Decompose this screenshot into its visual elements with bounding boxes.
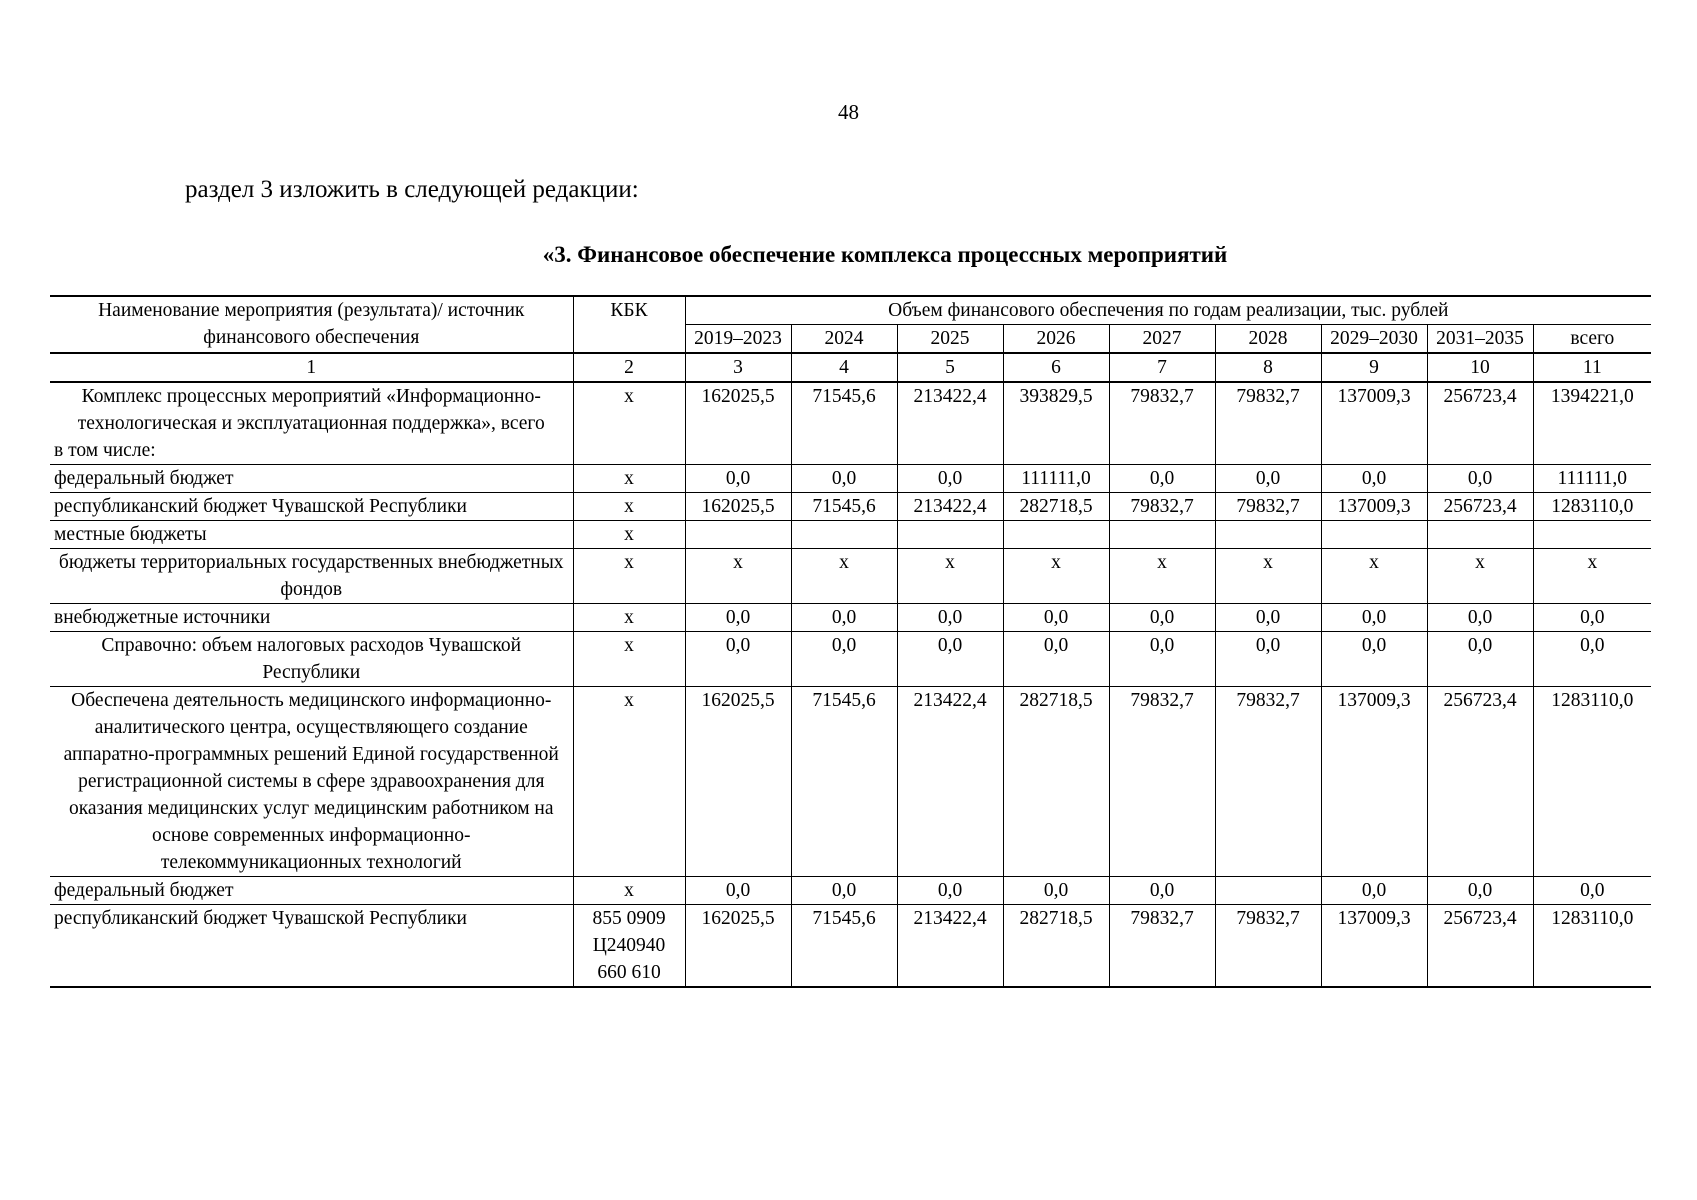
year-value-cell: 0,0 (685, 877, 791, 905)
table-row (50, 604, 1651, 632)
year-value-cell: 0,0 (1003, 632, 1109, 687)
year-value-cell: 282718,5 (1003, 493, 1109, 521)
year-value-cell: 0,0 (685, 465, 791, 493)
year-value-cell: 162025,5 (685, 382, 791, 465)
year-value-cell: 0,0 (897, 877, 1003, 905)
header-year: 2019–2023 (685, 325, 791, 354)
year-value-cell: 0,0 (1427, 465, 1533, 493)
year-value-cell: 79832,7 (1215, 905, 1321, 988)
column-number: 5 (897, 353, 1003, 382)
column-number: 3 (685, 353, 791, 382)
year-value-cell (1003, 521, 1109, 549)
page-number: 48 (838, 100, 859, 124)
total-value-cell: 1283110,0 (1533, 493, 1651, 521)
table-row (50, 465, 1651, 493)
row-name-cell (50, 604, 573, 632)
year-value-cell: 111111,0 (1003, 465, 1109, 493)
year-value-cell (1109, 521, 1215, 549)
table-row (50, 687, 1651, 877)
year-value-cell: 79832,7 (1109, 493, 1215, 521)
header-year: 2026 (1003, 325, 1109, 354)
kbk-cell (573, 382, 685, 465)
kbk-value: x (624, 552, 634, 573)
row-name-cell (50, 632, 573, 687)
kbk-value: x (624, 690, 634, 711)
year-value-cell: 0,0 (685, 632, 791, 687)
row-name-cell (50, 382, 573, 465)
header-year: 2031–2035 (1427, 325, 1533, 354)
year-value-cell: 0,0 (791, 632, 897, 687)
year-value-cell: 162025,5 (685, 493, 791, 521)
header-year: 2025 (897, 325, 1003, 354)
table-row (50, 382, 1651, 465)
year-value-cell: 162025,5 (685, 905, 791, 988)
column-number: 11 (1533, 353, 1651, 382)
year-value-cell (685, 521, 791, 549)
row-name: Обеспечена деятельность медицинского информационно-аналитического центра, осуществляющего создание аппаратно-программных решений Единой государственной регистрационной системы в сфере здравоохранения для оказания медицинских услуг медицинским работником на основе современных информационно-телекоммуникационных технологий (63, 690, 559, 873)
year-value-cell: 137009,3 (1321, 687, 1427, 877)
year-value-cell (791, 521, 897, 549)
kbk-value: 660 610 (597, 962, 661, 983)
row-name-extra: в том числе: (54, 440, 156, 461)
header-year: 2028 (1215, 325, 1321, 354)
year-value-cell: 0,0 (685, 604, 791, 632)
year-value-cell: x (791, 549, 897, 604)
year-value-cell: 0,0 (1109, 465, 1215, 493)
year-value-cell: 0,0 (1427, 632, 1533, 687)
kbk-value: x (624, 496, 634, 517)
column-number: 9 (1321, 353, 1427, 382)
column-number: 7 (1109, 353, 1215, 382)
header-volume-group: Объем финансового обеспечения по годам реализации, тыс. рублей (685, 296, 1651, 325)
year-value-cell: 0,0 (1003, 877, 1109, 905)
kbk-value: Ц240940 (592, 935, 666, 956)
year-value-cell: x (685, 549, 791, 604)
year-value-cell: 71545,6 (791, 687, 897, 877)
table-row (50, 877, 1651, 905)
row-name: федеральный бюджет (54, 880, 234, 901)
header-year: 2027 (1109, 325, 1215, 354)
year-value-cell: 137009,3 (1321, 493, 1427, 521)
year-value-cell: x (1427, 549, 1533, 604)
table-row (50, 549, 1651, 604)
table-row (50, 521, 1651, 549)
total-value-cell: x (1533, 549, 1651, 604)
year-value-cell: 79832,7 (1215, 687, 1321, 877)
year-value-cell: 282718,5 (1003, 687, 1109, 877)
year-value-cell: 213422,4 (897, 382, 1003, 465)
total-value-cell (1533, 521, 1651, 549)
year-value-cell: 0,0 (897, 632, 1003, 687)
kbk-cell (573, 687, 685, 877)
header-kbk-column: КБК (573, 296, 685, 353)
intro-text: раздел 3 изложить в следующей редакции: (185, 176, 639, 203)
year-value-cell: 0,0 (1321, 877, 1427, 905)
year-value-cell: 213422,4 (897, 905, 1003, 988)
year-value-cell: 0,0 (1109, 604, 1215, 632)
kbk-value: 855 0909 (592, 908, 666, 929)
row-name: бюджеты территориальных государственных внебюджетных фондов (58, 552, 564, 600)
total-value-cell: 111111,0 (1533, 465, 1651, 493)
year-value-cell (1427, 521, 1533, 549)
year-value-cell: 0,0 (1427, 877, 1533, 905)
column-number: 10 (1427, 353, 1533, 382)
year-value-cell: x (1321, 549, 1427, 604)
table-row (50, 632, 1651, 687)
year-value-cell: 0,0 (1215, 632, 1321, 687)
year-value-cell: 71545,6 (791, 905, 897, 988)
row-name: внебюджетные источники (54, 607, 271, 628)
header-name-column: Наименование мероприятия (результата)/ источник финансового обеспечения (50, 296, 573, 353)
total-value-cell: 1283110,0 (1533, 687, 1651, 877)
year-value-cell: 79832,7 (1215, 493, 1321, 521)
kbk-cell (573, 604, 685, 632)
year-value-cell (1215, 521, 1321, 549)
kbk-value: x (624, 635, 634, 656)
kbk-cell (573, 632, 685, 687)
year-value-cell: x (1215, 549, 1321, 604)
header-total: всего (1533, 325, 1651, 354)
column-number: 6 (1003, 353, 1109, 382)
year-value-cell: 0,0 (1215, 465, 1321, 493)
kbk-cell (573, 905, 685, 988)
table-body (50, 382, 1651, 987)
year-value-cell: 71545,6 (791, 493, 897, 521)
year-value-cell: 0,0 (1109, 877, 1215, 905)
total-value-cell: 1283110,0 (1533, 905, 1651, 988)
year-value-cell: 282718,5 (1003, 905, 1109, 988)
year-value-cell: 0,0 (791, 877, 897, 905)
year-value-cell (1215, 877, 1321, 905)
row-name-cell (50, 877, 573, 905)
year-value-cell: 0,0 (1003, 604, 1109, 632)
row-name: Комплекс процессных мероприятий «Информационно-технологическая и эксплуатационная поддержка», всего (77, 386, 545, 434)
year-value-cell: 256723,4 (1427, 905, 1533, 988)
kbk-value: x (624, 468, 634, 489)
year-value-cell: 213422,4 (897, 687, 1003, 877)
year-value-cell: 79832,7 (1109, 382, 1215, 465)
year-value-cell: 162025,5 (685, 687, 791, 877)
column-number: 1 (50, 353, 573, 382)
kbk-cell (573, 465, 685, 493)
year-value-cell: 0,0 (897, 604, 1003, 632)
year-value-cell: 71545,6 (791, 382, 897, 465)
year-value-cell: 0,0 (1321, 632, 1427, 687)
kbk-value: x (624, 524, 634, 545)
kbk-cell (573, 521, 685, 549)
kbk-value: x (624, 607, 634, 628)
section-title: «3. Финансовое обеспечение комплекса процессных мероприятий (542, 242, 1228, 267)
year-value-cell: 137009,3 (1321, 382, 1427, 465)
year-value-cell: 256723,4 (1427, 687, 1533, 877)
table-row (50, 493, 1651, 521)
year-value-cell: x (1003, 549, 1109, 604)
year-value-cell: 79832,7 (1109, 687, 1215, 877)
row-name-cell (50, 493, 573, 521)
header-year: 2029–2030 (1321, 325, 1427, 354)
financing-table (50, 295, 1651, 988)
row-name: республиканский бюджет Чувашской Республики (54, 496, 467, 517)
row-name-cell (50, 905, 573, 988)
year-value-cell: 213422,4 (897, 493, 1003, 521)
year-value-cell: 256723,4 (1427, 493, 1533, 521)
column-number: 8 (1215, 353, 1321, 382)
row-name: местные бюджеты (54, 524, 207, 545)
table-header (50, 296, 1651, 382)
row-name-cell (50, 465, 573, 493)
row-name-cell (50, 521, 573, 549)
column-number: 2 (573, 353, 685, 382)
year-value-cell: 0,0 (1427, 604, 1533, 632)
year-value-cell (897, 521, 1003, 549)
year-value-cell: 0,0 (791, 604, 897, 632)
year-value-cell: 0,0 (1321, 465, 1427, 493)
total-value-cell: 0,0 (1533, 632, 1651, 687)
year-value-cell: 0,0 (791, 465, 897, 493)
year-value-cell: 0,0 (1321, 604, 1427, 632)
kbk-cell (573, 549, 685, 604)
year-value-cell: 79832,7 (1215, 382, 1321, 465)
year-value-cell (1321, 521, 1427, 549)
kbk-value: x (624, 880, 634, 901)
row-name: федеральный бюджет (54, 468, 234, 489)
row-name: республиканский бюджет Чувашской Республики (54, 908, 467, 929)
kbk-value: x (624, 386, 634, 407)
year-value-cell: x (897, 549, 1003, 604)
year-value-cell: 137009,3 (1321, 905, 1427, 988)
year-value-cell: 0,0 (1215, 604, 1321, 632)
table-row (50, 905, 1651, 988)
year-value-cell: 0,0 (1109, 632, 1215, 687)
row-name-cell (50, 549, 573, 604)
total-value-cell: 0,0 (1533, 604, 1651, 632)
year-value-cell: 79832,7 (1109, 905, 1215, 988)
total-value-cell: 1394221,0 (1533, 382, 1651, 465)
year-value-cell: 256723,4 (1427, 382, 1533, 465)
kbk-cell (573, 493, 685, 521)
total-value-cell: 0,0 (1533, 877, 1651, 905)
row-name: Справочно: объем налоговых расходов Чувашской Республики (101, 635, 522, 683)
row-name-cell (50, 687, 573, 877)
year-value-cell: x (1109, 549, 1215, 604)
kbk-cell (573, 877, 685, 905)
year-value-cell: 393829,5 (1003, 382, 1109, 465)
year-value-cell: 0,0 (897, 465, 1003, 493)
header-year: 2024 (791, 325, 897, 354)
column-number: 4 (791, 353, 897, 382)
